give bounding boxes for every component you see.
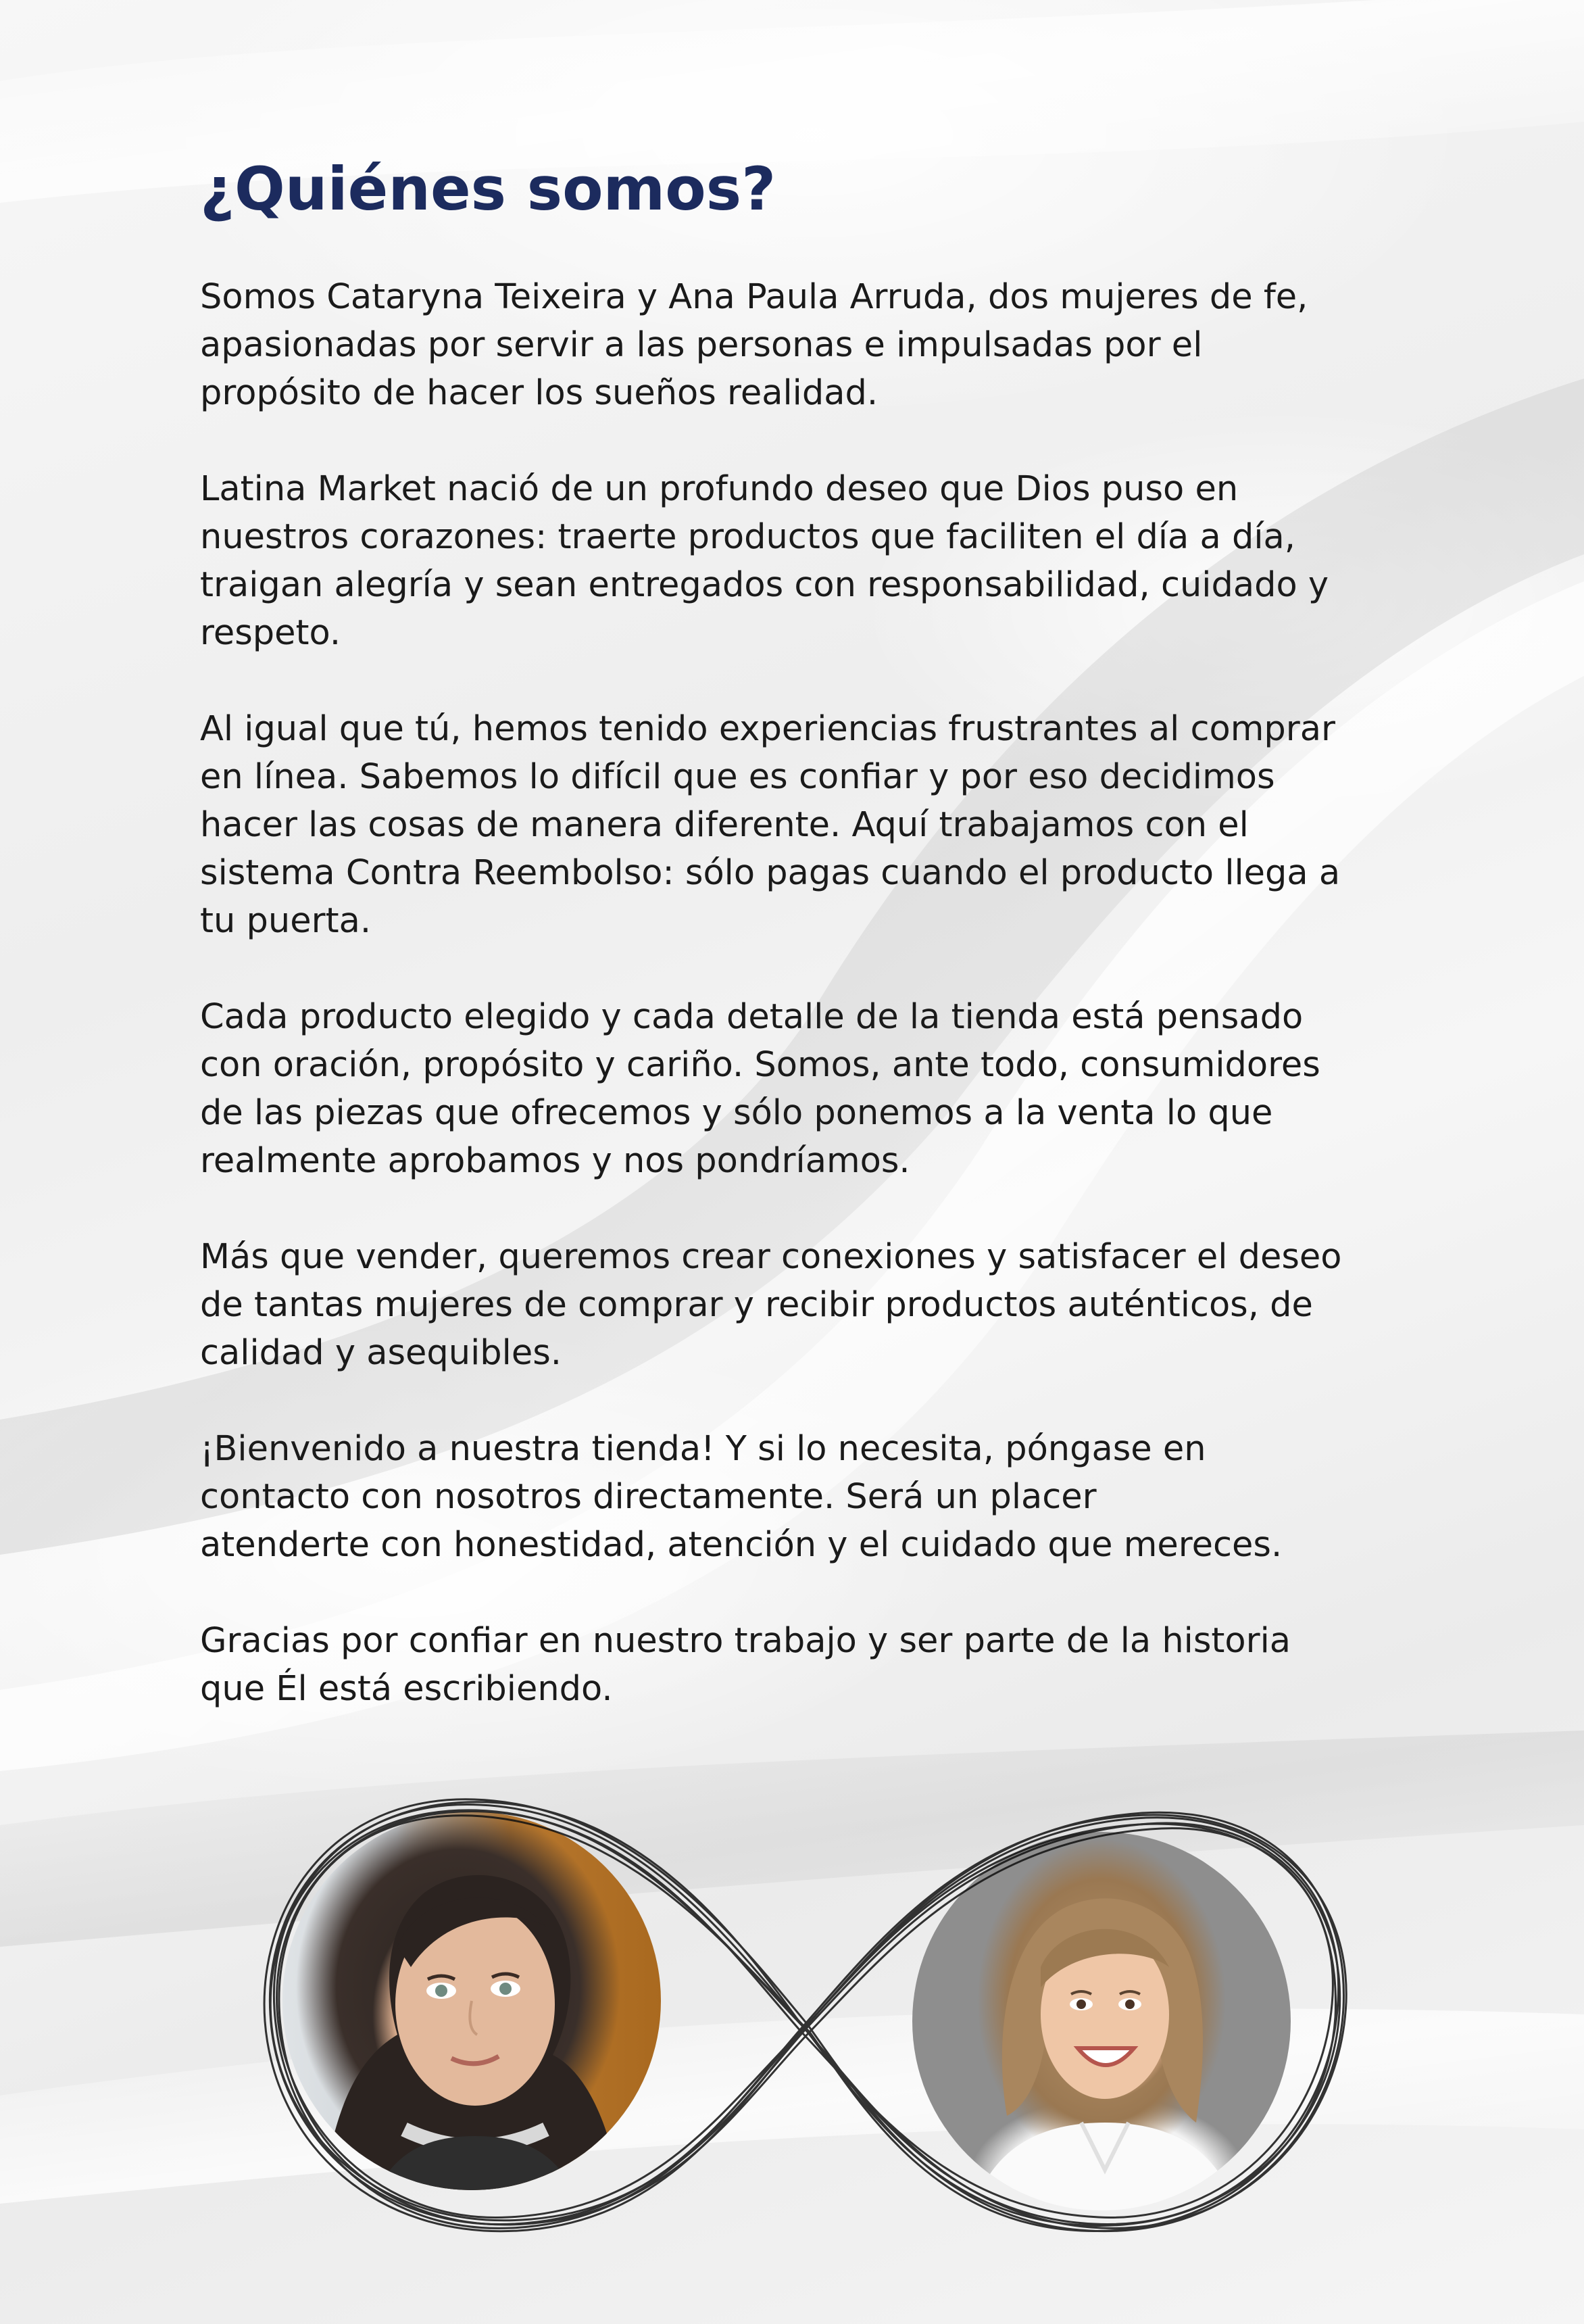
paragraph-mission: Más que vender, queremos crear conexiones y satisfacer el deseo de tantas mujeres de comprar y recibir productos auténticos, de calidad y asequibles. [200,1237,1342,1373]
paragraph-intro: Somos Cataryna Teixeira y Ana Paula Arruda, dos mujeres de fe, apasionadas por servir a las personas e impulsadas por el propósito de hacer los sueños realidad. [200,277,1308,413]
paragraph-origin: Latina Market nació de un profundo deseo que Dios puso en nuestros corazones: traerte productos que faciliten el día a día, traigan alegría y sean entregados con responsabilidad, cuidado y respeto. [200,469,1329,653]
paragraph-thanks: Gracias por confiar en nuestro trabajo y ser parte de la historia que Él está escribiendo. [200,1621,1291,1709]
paragraph-welcome: ¡Bienvenido a nuestra tienda! Y si lo necesita, póngase en contacto con nosotros directamente. Será un placer atenderte con honestidad, atención y el cuidado que mereces. [200,1429,1283,1565]
about-text [200,273,1416,1761]
infinity-icon [257,1758,1352,2271]
paragraph-payment: Al igual que tú, hemos tenido experiencias frustrantes al comprar en línea. Sabemos lo difícil que es confiar y por eso decidimos hacer las cosas de manera diferente. Aquí trabajamos con el sistema Contra Reembolso: sólo pagas cuando el producto llega a tu puerta. [200,709,1341,941]
founders-infinity-graphic [257,1758,1352,2271]
page-title: ¿Quiénes somos? [200,154,776,224]
paragraph-products: Cada producto elegido y cada detalle de la tienda está pensado con oración, propósito y cariño. Somos, ante todo, consumidores de las piezas que ofrecemos y sólo ponemos a la venta lo que realmente aprobamos y nos pondríamos. [200,997,1320,1181]
